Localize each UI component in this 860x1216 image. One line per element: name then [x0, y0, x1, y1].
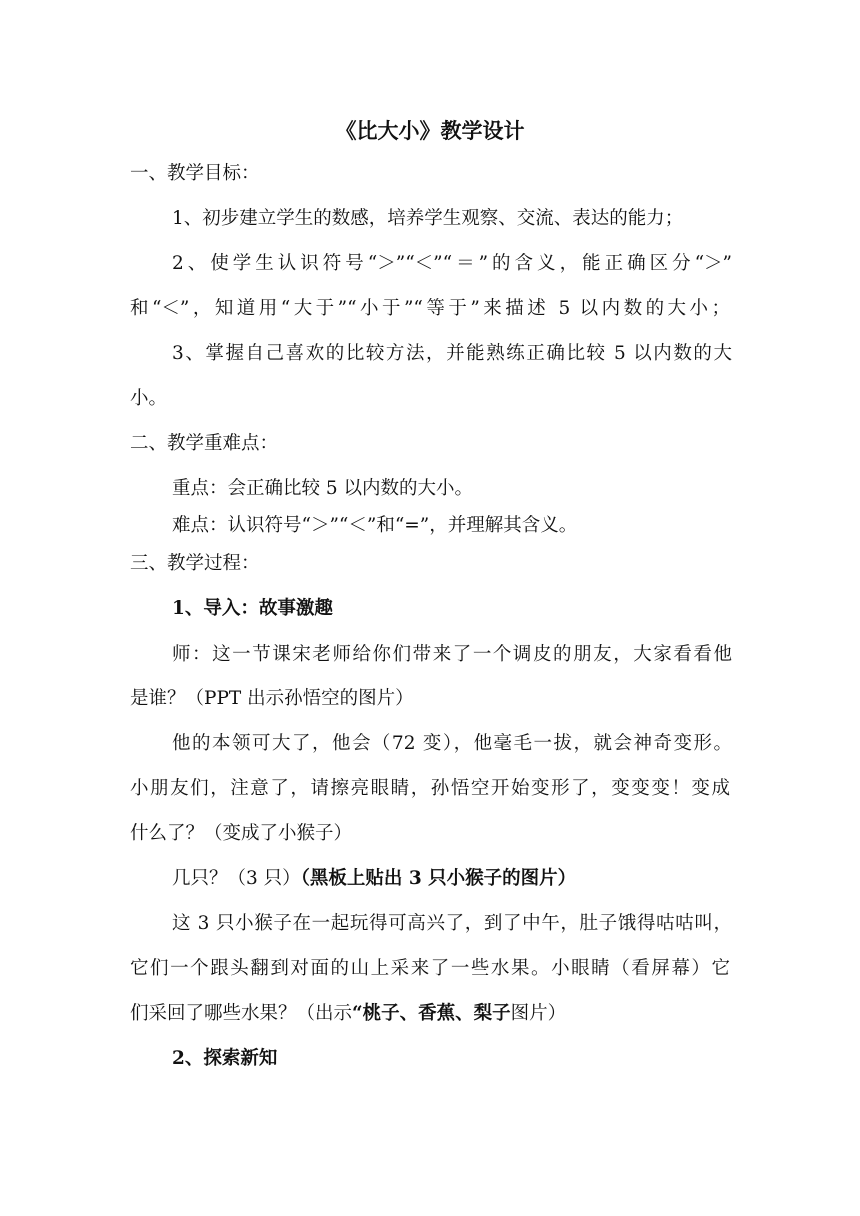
- paragraph-3-board-note: （黑板上贴出 3 只小猴子的图片）: [300, 868, 577, 889]
- paragraph-4-fruits: “桃子、香蕉、梨子: [352, 1003, 511, 1024]
- section-heading-key-difficult: 二、教学重难点：: [130, 433, 279, 454]
- paragraph-4-line-1: 这 3 只小猴子在一起玩得可高兴了，到了中午，肚子饿得咕咕叫，: [172, 913, 732, 934]
- paragraph-1-line-1: 师：这一节课宋老师给你们带来了一个调皮的朋友，大家看看他: [172, 644, 732, 665]
- paragraph-2-line-3: 什么了？（变成了小猴子）: [130, 823, 353, 844]
- key-point: 重点：会正确比较 5 以内数的大小。: [172, 478, 474, 499]
- paragraph-2-line-2: 小朋友们，注意了，请擦亮眼睛，孙悟空开始变形了，变变变！变成: [130, 778, 730, 799]
- section-heading-objectives: 一、教学目标：: [130, 163, 260, 184]
- section-heading-process: 三、教学过程：: [130, 553, 260, 574]
- paragraph-1-line-2: 是谁？（PPT 出示孙悟空的图片）: [130, 688, 414, 709]
- difficult-point: 难点：认识符号“＞”“＜”和“=”，并理解其含义。: [172, 515, 578, 536]
- objective-item-2-line-2: 和“＜”，知道用“大于”“小于”“等于”来描述 5 以内数的大小；: [130, 298, 730, 319]
- objective-item-1: 1、初步建立学生的数感，培养学生观察、交流、表达的能力；: [172, 208, 684, 229]
- objective-item-3-line-2: 小。: [130, 388, 168, 409]
- paragraph-2-line-1: 他的本领可大了，他会（72 变），他毫毛一拔，就会神奇变形。: [172, 733, 732, 754]
- document-title: 《比大小》教学设计: [335, 118, 525, 143]
- paragraph-3-question: 几只？（3 只）: [172, 868, 301, 889]
- paragraph-4-text-b: 图片）: [510, 1003, 567, 1024]
- step-2-heading: 2、探索新知: [172, 1048, 278, 1069]
- paragraph-4-line-3: [130, 1002, 730, 1026]
- paragraph-4-line-2: 它们一个跟头翻到对面的山上采来了一些水果。小眼睛（看屏幕）它: [130, 958, 730, 979]
- objective-item-2-line-1: 2、使学生认识符号“＞”“＜”“＝”的含义，能正确区分“＞”: [172, 253, 732, 274]
- step-1-heading: 1、导入：故事激趣: [172, 598, 333, 619]
- objective-item-3-line-1: 3、掌握自己喜欢的比较方法，并能熟练正确比较 5 以内数的大: [172, 343, 732, 364]
- paragraph-4-text-a: 们采回了哪些水果？（出示: [130, 1003, 353, 1024]
- paragraph-3: [172, 867, 732, 891]
